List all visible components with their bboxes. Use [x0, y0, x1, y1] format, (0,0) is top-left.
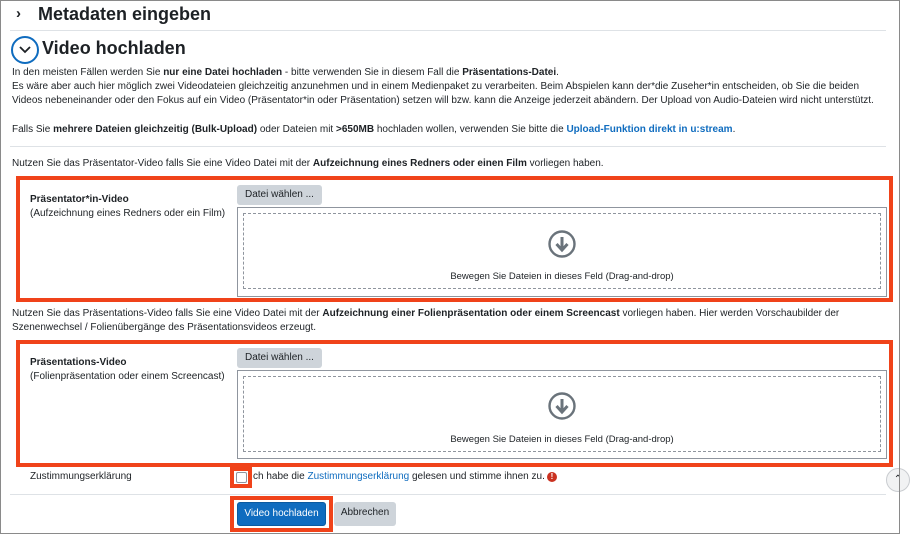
- consent-checkbox[interactable]: [236, 472, 247, 483]
- consent-text: ch habe die Zustimmungserklärung gelesen und stimme ihnen zu.: [253, 471, 545, 482]
- bulk-upload-note: Falls Sie mehrere Dateien gleichzeitig (Bulk-Upload) oder Dateien mit >650MB hochladen wollen, verwenden Sie bitte die Upload-Funktion direkt in u:stream.: [12, 124, 736, 135]
- divider: [10, 30, 886, 31]
- presenter-choose-file-button[interactable]: Datei wählen ...: [237, 185, 322, 205]
- intro-line-1: In den meisten Fällen werden Sie nur eine Datei hochladen - bitte verwenden Sie in diesem Fall die Präsentations-Datei.: [12, 67, 559, 78]
- download-arrow-icon: [547, 229, 577, 259]
- presentation-choose-file-button[interactable]: Datei wählen ...: [237, 348, 322, 368]
- section-title-metadata[interactable]: Metadaten eingeben: [38, 4, 212, 24]
- upload-video-button[interactable]: Video hochladen: [237, 502, 326, 526]
- presentation-hint-line-2: Szenenwechsel / Folienübergänge des Präsentationsvideos erzeugt.: [12, 322, 317, 333]
- required-icon: !: [547, 472, 557, 482]
- divider: [10, 146, 886, 147]
- presenter-sublabel: (Aufzeichnung eines Redners oder ein Film): [30, 208, 226, 219]
- download-arrow-icon: [547, 391, 577, 421]
- cancel-button[interactable]: Abbrechen: [334, 502, 396, 526]
- intro-line-2: Es wäre aber auch hier möglich zwei Videodateien gleichzeitig anzunehmen und in einem Medienpaket zu verarbeiten. Beim Abspielen kann der*die Zuseher*in entscheiden, ob Sie die beiden: [12, 81, 860, 92]
- presentation-drop-text: Bewegen Sie Dateien in dieses Feld (Drag-and-drop): [450, 434, 674, 445]
- presenter-drop-text: Bewegen Sie Dateien in dieses Feld (Drag-and-drop): [450, 271, 674, 282]
- chevron-up-icon[interactable]: ⌃: [886, 468, 910, 492]
- presenter-label: Präsentator*in-Video: [30, 194, 129, 205]
- presentation-hint: Nutzen Sie das Präsentations-Video falls Sie eine Video Datei mit der Aufzeichnung einer Folienpräsentation oder einem Screencast vorliegen haben. Hier werden Vorschaubilder der: [12, 308, 840, 319]
- consent-link[interactable]: Zustimmungserklärung: [307, 471, 410, 482]
- section-title-upload[interactable]: Video hochladen: [42, 38, 186, 58]
- chevron-right-icon[interactable]: ›: [16, 5, 21, 22]
- intro-line-3: Videos nebeneinander oder den Fokus auf ein Video (Präsentator*in oder Präsentation) setzen will bzw. kann die Anzeige jederzeit abändern. Der Upload von Audio-Dateien wird nicht unterstützt.: [12, 95, 874, 106]
- presentation-sublabel: (Folienpräsentation oder einem Screencast): [30, 371, 225, 382]
- chevron-down-icon[interactable]: [11, 36, 39, 64]
- divider: [10, 494, 886, 495]
- ustream-upload-link[interactable]: Upload-Funktion direkt in u:stream: [566, 124, 733, 135]
- presenter-hint: Nutzen Sie das Präsentator-Video falls Sie eine Video Datei mit der Aufzeichnung eines Redners oder einen Film vorliegen haben.: [12, 158, 604, 169]
- consent-label: Zustimmungserklärung: [30, 471, 132, 482]
- presentation-label: Präsentations-Video: [30, 357, 127, 368]
